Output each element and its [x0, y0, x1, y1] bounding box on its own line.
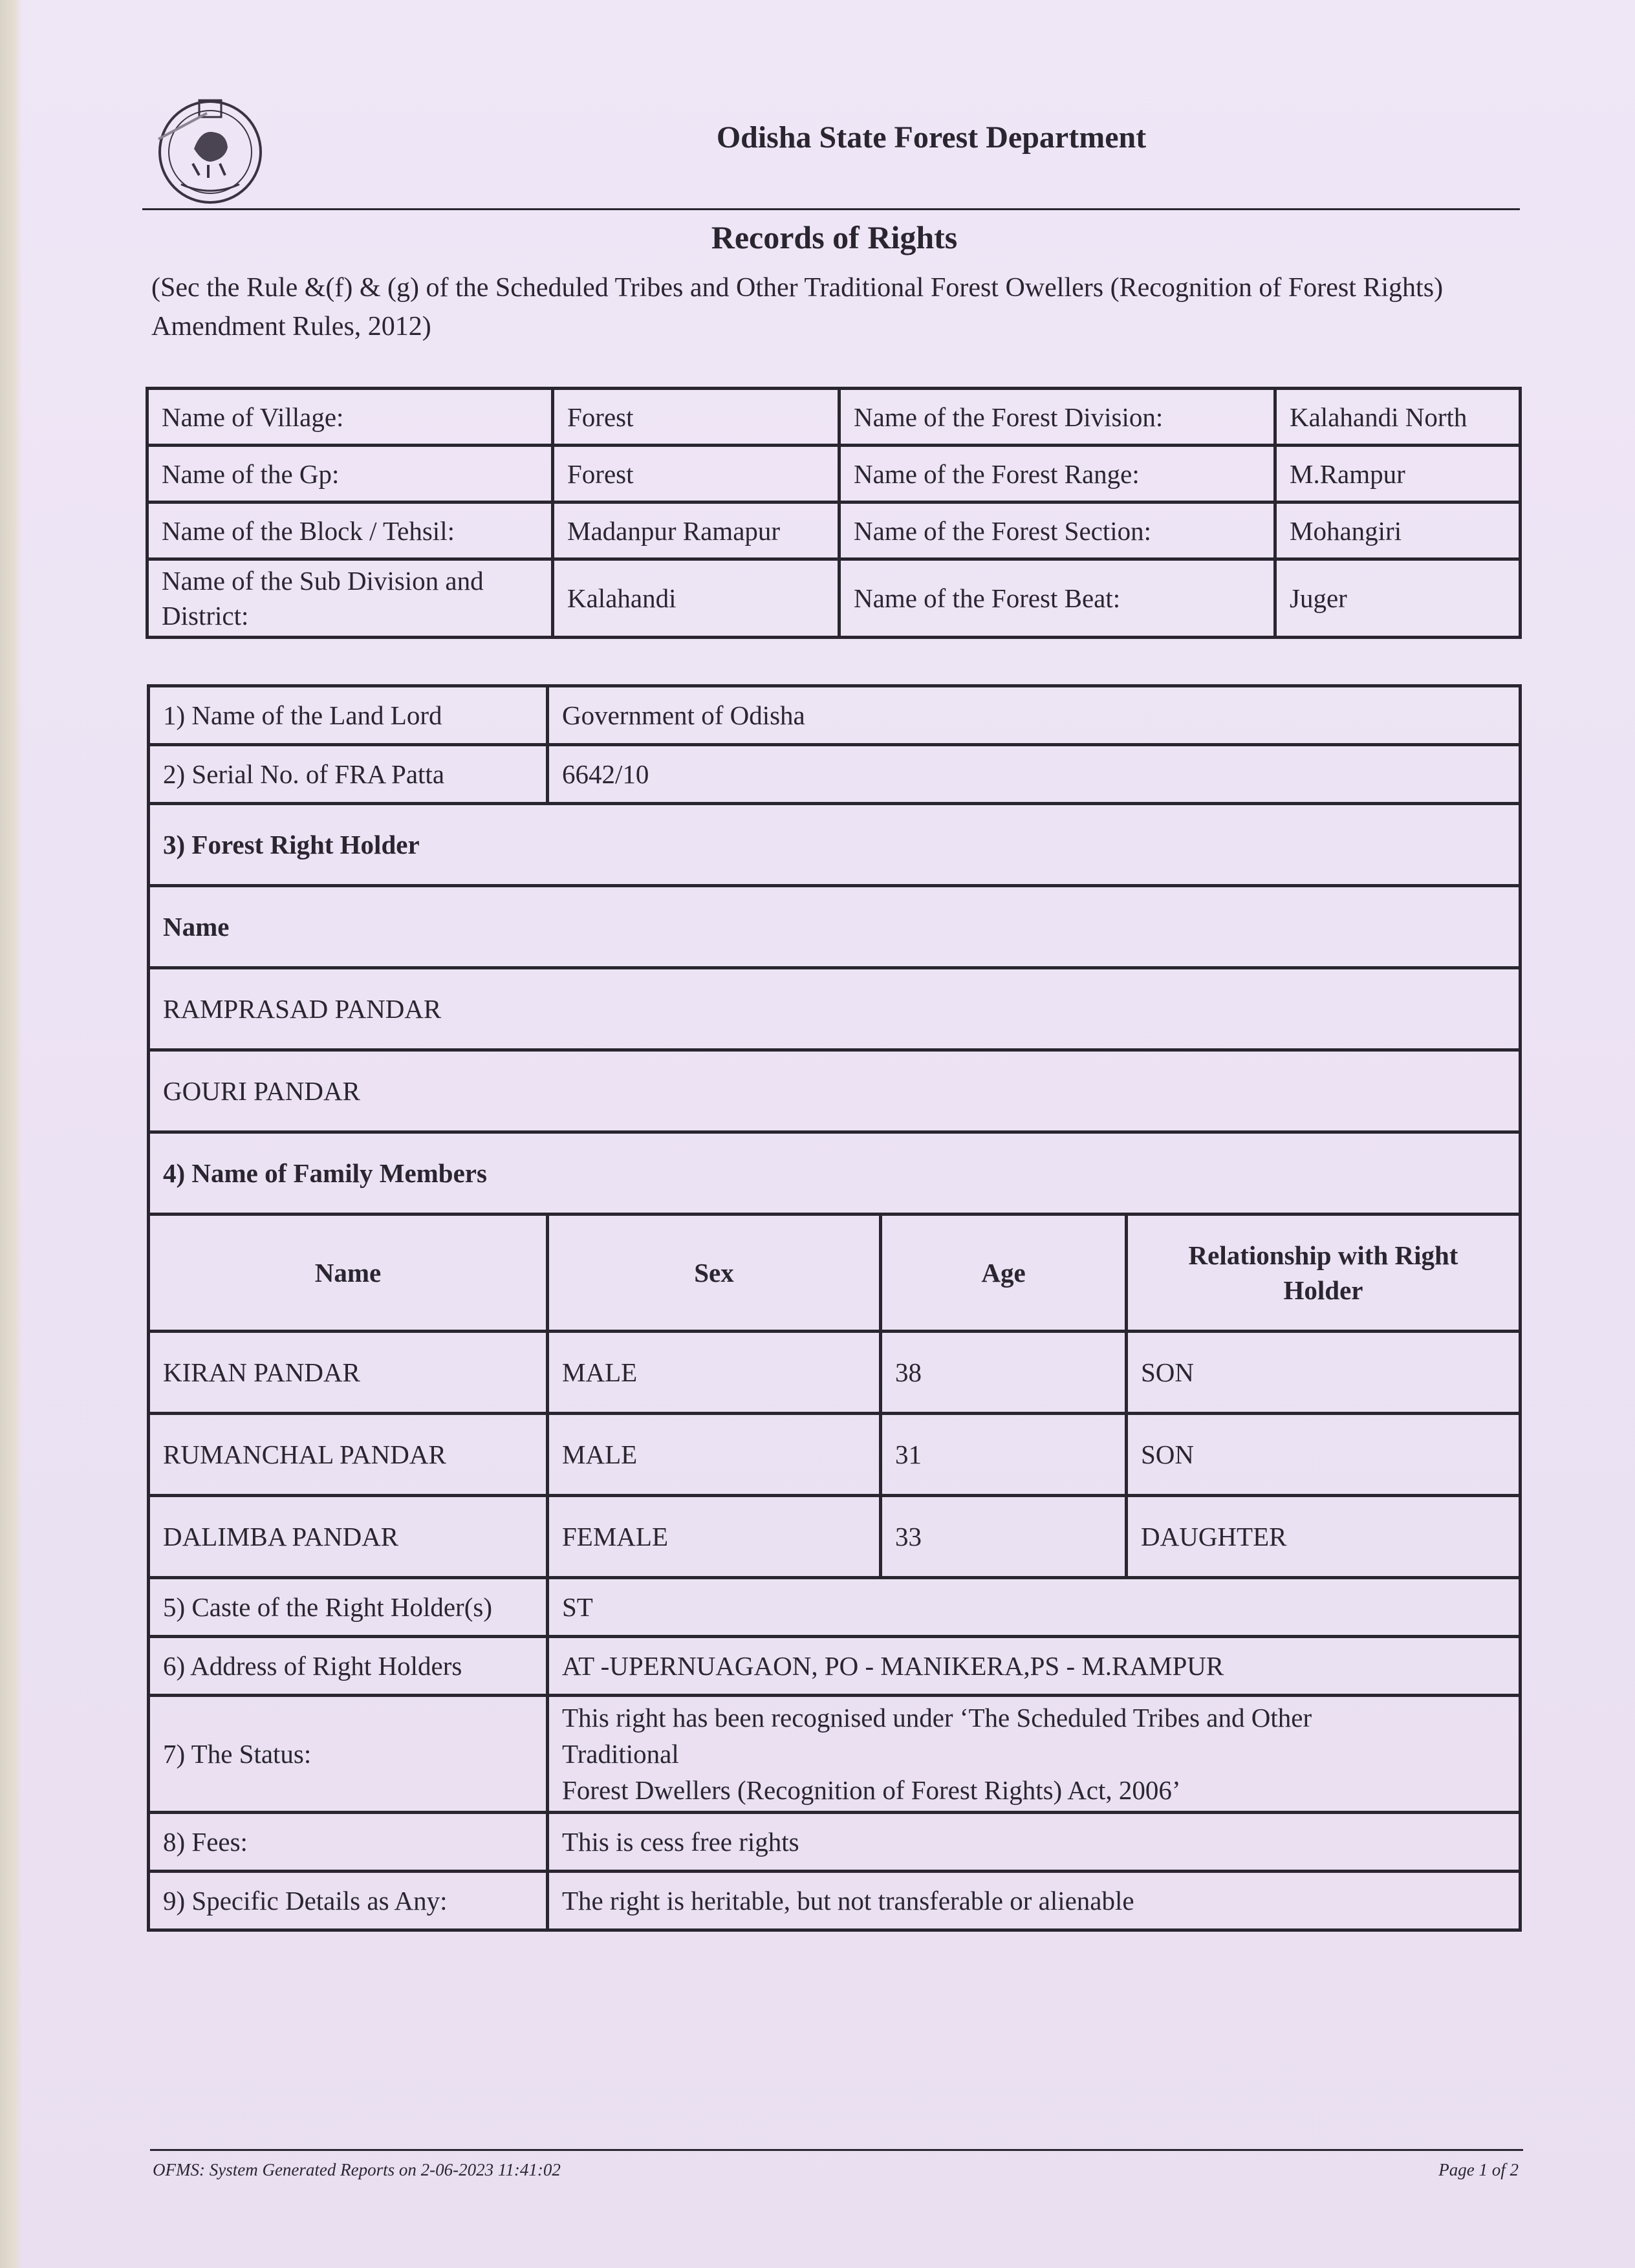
forest-section-value: Mohangiri: [1275, 502, 1521, 559]
village-label: Name of Village:: [147, 389, 553, 446]
gp-value: Forest: [553, 446, 839, 502]
member-relation: SON: [1127, 1414, 1521, 1496]
location-table: [146, 387, 1522, 639]
member-relation: SON: [1127, 1332, 1521, 1414]
member-name: RUMANCHAL PANDAR: [149, 1414, 548, 1496]
status-value: [548, 1696, 1521, 1813]
table-row: [149, 1132, 1521, 1215]
table-row: [149, 1050, 1521, 1132]
caste-label: 5) Caste of the Right Holder(s): [149, 1578, 548, 1637]
address-value: AT -UPERNUAGAON, PO - MANIKERA,PS - M.RAMPUR: [548, 1637, 1521, 1696]
block-label: Name of the Block / Tehsil:: [147, 502, 553, 559]
forest-division-label: Name of the Forest Division:: [839, 389, 1275, 446]
table-row: [147, 502, 1521, 559]
rule-reference: (Sec the Rule &(f) & (g) of the Scheduled Tribes and Other Traditional Forest Owellers (Recognition of Forest Rights) Amendment Rules, 2012): [151, 273, 1444, 341]
status-line: Forest Dwellers (Recognition of Forest Rights) Act, 2006’: [562, 1775, 1181, 1805]
table-row: [149, 745, 1521, 804]
table-row: [147, 446, 1521, 502]
holder-heading: 3) Forest Right Holder: [149, 804, 1521, 886]
details-value: The right is heritable, but not transferable or alienable: [548, 1872, 1521, 1930]
serial-label: 2) Serial No. of FRA Patta: [149, 745, 548, 804]
holder-name: GOURI PANDAR: [149, 1050, 1521, 1132]
table-row: [149, 1696, 1521, 1813]
forest-beat-value: Juger: [1275, 559, 1521, 638]
generated-timestamp: OFMS: System Generated Reports on 2-06-2023 11:41:02: [153, 2160, 561, 2179]
holder-name: RAMPRASAD PANDAR: [149, 968, 1521, 1050]
forest-range-label: Name of the Forest Range:: [839, 446, 1275, 502]
page-title: Records of Rights: [711, 219, 958, 255]
table-row: [149, 1578, 1521, 1637]
address-label: 6) Address of Right Holders: [149, 1637, 548, 1696]
block-value: Madanpur Ramapur: [553, 502, 839, 559]
table-row: [149, 1496, 1521, 1578]
member-name: KIRAN PANDAR: [149, 1332, 548, 1414]
scan-edge: [0, 0, 22, 2268]
table-row: [149, 1637, 1521, 1696]
table-row: [149, 968, 1521, 1050]
status-label: 7) The Status:: [149, 1696, 548, 1813]
subdivision-label: Name of the Sub Division and District:: [147, 559, 553, 638]
column-header-relationship: Relationship with Right Holder: [1127, 1215, 1521, 1332]
forest-range-value: M.Rampur: [1275, 446, 1521, 502]
holder-name-heading: Name: [149, 886, 1521, 968]
table-row: [149, 1872, 1521, 1930]
gp-label: Name of the Gp:: [147, 446, 553, 502]
member-sex: FEMALE: [548, 1496, 881, 1578]
table-row: [149, 1414, 1521, 1496]
details-label: 9) Specific Details as Any:: [149, 1872, 548, 1930]
caste-value: ST: [548, 1578, 1521, 1637]
member-age: 31: [881, 1414, 1127, 1496]
fees-label: 8) Fees:: [149, 1813, 548, 1872]
member-relation: DAUGHTER: [1127, 1496, 1521, 1578]
table-row: [149, 1332, 1521, 1414]
member-age: 38: [881, 1332, 1127, 1414]
subdivision-value: Kalahandi: [553, 559, 839, 638]
header-divider: [142, 208, 1520, 210]
table-row: [149, 1215, 1521, 1332]
forest-division-value: Kalahandi North: [1275, 389, 1521, 446]
table-row: [149, 804, 1521, 886]
column-header-name: Name: [149, 1215, 548, 1332]
record-table: [147, 684, 1522, 1932]
table-row: [149, 1813, 1521, 1872]
landlord-label: 1) Name of the Land Lord: [149, 686, 548, 745]
family-heading: 4) Name of Family Members: [149, 1132, 1521, 1215]
serial-value: 6642/10: [548, 745, 1521, 804]
column-header-sex: Sex: [548, 1215, 881, 1332]
member-sex: MALE: [548, 1414, 881, 1496]
landlord-value: Government of Odisha: [548, 686, 1521, 745]
table-row: [147, 559, 1521, 638]
fees-value: This is cess free rights: [548, 1813, 1521, 1872]
forest-beat-label: Name of the Forest Beat:: [839, 559, 1275, 638]
table-row: [149, 886, 1521, 968]
member-name: DALIMBA PANDAR: [149, 1496, 548, 1578]
column-header-age: Age: [881, 1215, 1127, 1332]
page-number: Page 1 of 2: [1438, 2160, 1519, 2179]
footer-divider: [150, 2149, 1523, 2151]
table-row: [147, 389, 1521, 446]
table-row: [149, 686, 1521, 745]
status-line: This right has been recognised under ‘The Scheduled Tribes and Other Traditional: [562, 1703, 1312, 1769]
forest-section-label: Name of the Forest Section:: [839, 502, 1275, 559]
department-title: Odisha State Forest Department: [716, 120, 1147, 155]
village-value: Forest: [553, 389, 839, 446]
member-age: 33: [881, 1496, 1127, 1578]
member-sex: MALE: [548, 1332, 881, 1414]
